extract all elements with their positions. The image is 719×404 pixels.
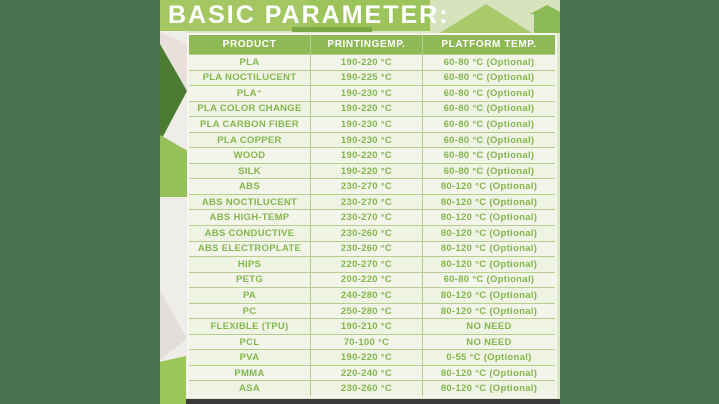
- table-cell: 230-270 °C: [311, 179, 423, 194]
- table-row: [189, 225, 555, 241]
- table-cell: NO NEED: [466, 336, 512, 348]
- table-cell: 80-120 °C (Optional): [440, 181, 538, 193]
- table-cell: ABS CONDUCTIVE: [189, 226, 311, 241]
- table-cell: 60-80 °C (Optional): [443, 274, 535, 286]
- table-cell: 80-120 °C (Optional): [440, 196, 538, 208]
- column-header-product: PRODUCT: [189, 35, 311, 54]
- parameter-table: [187, 33, 557, 398]
- table-cell: NO NEED: [466, 321, 512, 333]
- table-row: [189, 318, 555, 334]
- table-cell: PLA COLOR CHANGE: [189, 102, 311, 117]
- table-cell: 60-80 °C (Optional): [443, 56, 535, 68]
- table-row: [189, 132, 555, 148]
- table-cell: PCL: [189, 335, 311, 350]
- table-cell: 60-80 °C (Optional): [443, 165, 535, 177]
- table-cell: 230-260 °C: [311, 381, 423, 396]
- page-title: BASIC PARAMETER:: [168, 1, 450, 29]
- table-cell: 60-80 °C (Optional): [443, 72, 535, 84]
- table-row: [189, 303, 555, 319]
- house-shape: [534, 13, 560, 33]
- table-row: [189, 380, 555, 396]
- table-cell: 60-80 °C (Optional): [443, 150, 535, 162]
- table-cell: 220-270 °C: [311, 257, 423, 272]
- table-row: [189, 287, 555, 303]
- table-cell: 80-120 °C (Optional): [440, 227, 538, 239]
- table-cell: PETG: [189, 273, 311, 288]
- table-cell: PMMA: [189, 366, 311, 381]
- table-cell: 220-240 °C: [311, 366, 423, 381]
- table-cell: 190-225 °C: [311, 71, 423, 86]
- table-cell: 70-100 °C: [311, 335, 423, 350]
- table-cell: FLEXIBLE (TPU): [189, 319, 311, 334]
- table-row: [189, 147, 555, 163]
- table-row: [189, 209, 555, 225]
- table-cell: 200-220 °C: [311, 273, 423, 288]
- table-cell: PLA⁺: [189, 86, 311, 101]
- table-cell: 190-220 °C: [311, 102, 423, 117]
- table-cell: 60-80 °C (Optional): [443, 87, 535, 99]
- table-row: [189, 178, 555, 194]
- table-cell: PLA COPPER: [189, 133, 311, 148]
- table-cell: ASA: [189, 381, 311, 396]
- table-cell: 80-120 °C (Optional): [440, 243, 538, 255]
- table-row: [189, 334, 555, 350]
- table-cell: 190-210 °C: [311, 319, 423, 334]
- table-cell: 230-260 °C: [311, 242, 423, 257]
- table-row: [189, 349, 555, 365]
- table-cell: 190-230 °C: [311, 117, 423, 132]
- column-header-platform-temp: PLATFORM TEMP.: [441, 39, 537, 50]
- table-cell: 60-80 °C (Optional): [443, 103, 535, 115]
- table-cell: 250-280 °C: [311, 304, 423, 319]
- table-cell: 190-230 °C: [311, 86, 423, 101]
- table-cell: 80-120 °C (Optional): [440, 212, 538, 224]
- table-cell: 80-120 °C (Optional): [440, 367, 538, 379]
- table-row: [189, 54, 555, 70]
- table-cell: ABS NOCTILUCENT: [189, 195, 311, 210]
- table-row: [189, 101, 555, 117]
- table-row: [189, 116, 555, 132]
- table-cell: 190-220 °C: [311, 55, 423, 70]
- bottom-dark-strip: [186, 399, 560, 404]
- table-cell: 230-260 °C: [311, 226, 423, 241]
- table-cell: PLA: [189, 55, 311, 70]
- table-cell: PA: [189, 288, 311, 303]
- table-cell: ABS: [189, 179, 311, 194]
- table-row: [189, 194, 555, 210]
- table-cell: PLA NOCTILUCENT: [189, 71, 311, 86]
- table-row: [189, 256, 555, 272]
- table-cell: PLA CARBON FIBER: [189, 117, 311, 132]
- table-cell: PC: [189, 304, 311, 319]
- table-cell: 190-230 °C: [311, 133, 423, 148]
- table-cell: 80-120 °C (Optional): [440, 383, 538, 395]
- table-row: [189, 272, 555, 288]
- table-cell: 240-280 °C: [311, 288, 423, 303]
- table-header-row: [189, 35, 555, 54]
- table-cell: ABS HIGH-TEMP: [189, 210, 311, 225]
- table-cell: HIPS: [189, 257, 311, 272]
- table-cell: WOOD: [189, 148, 311, 163]
- table-cell: 230-270 °C: [311, 210, 423, 225]
- table-body: [189, 54, 555, 396]
- table-cell: 190-220 °C: [311, 164, 423, 179]
- column-header-printing-temp: PRINTINGEMP.: [311, 35, 423, 54]
- table-cell: 230-270 °C: [311, 195, 423, 210]
- parameter-panel: [160, 0, 560, 404]
- table-cell: SILK: [189, 164, 311, 179]
- table-cell: 60-80 °C (Optional): [443, 134, 535, 146]
- table-row: [189, 70, 555, 86]
- table-cell: 0-55 °C (Optional): [446, 352, 532, 364]
- table-cell: 80-120 °C (Optional): [440, 305, 538, 317]
- table-cell: 80-120 °C (Optional): [440, 289, 538, 301]
- table-cell: PVA: [189, 350, 311, 365]
- table-row: [189, 85, 555, 101]
- table-row: [189, 365, 555, 381]
- table-cell: 80-120 °C (Optional): [440, 258, 538, 270]
- table-row: [189, 163, 555, 179]
- table-cell: ABS ELECTROPLATE: [189, 242, 311, 257]
- table-cell: 60-80 °C (Optional): [443, 118, 535, 130]
- table-row: [189, 241, 555, 257]
- bright-green-square-shape: [160, 356, 186, 404]
- table-cell: 190-220 °C: [311, 350, 423, 365]
- table-cell: 190-220 °C: [311, 148, 423, 163]
